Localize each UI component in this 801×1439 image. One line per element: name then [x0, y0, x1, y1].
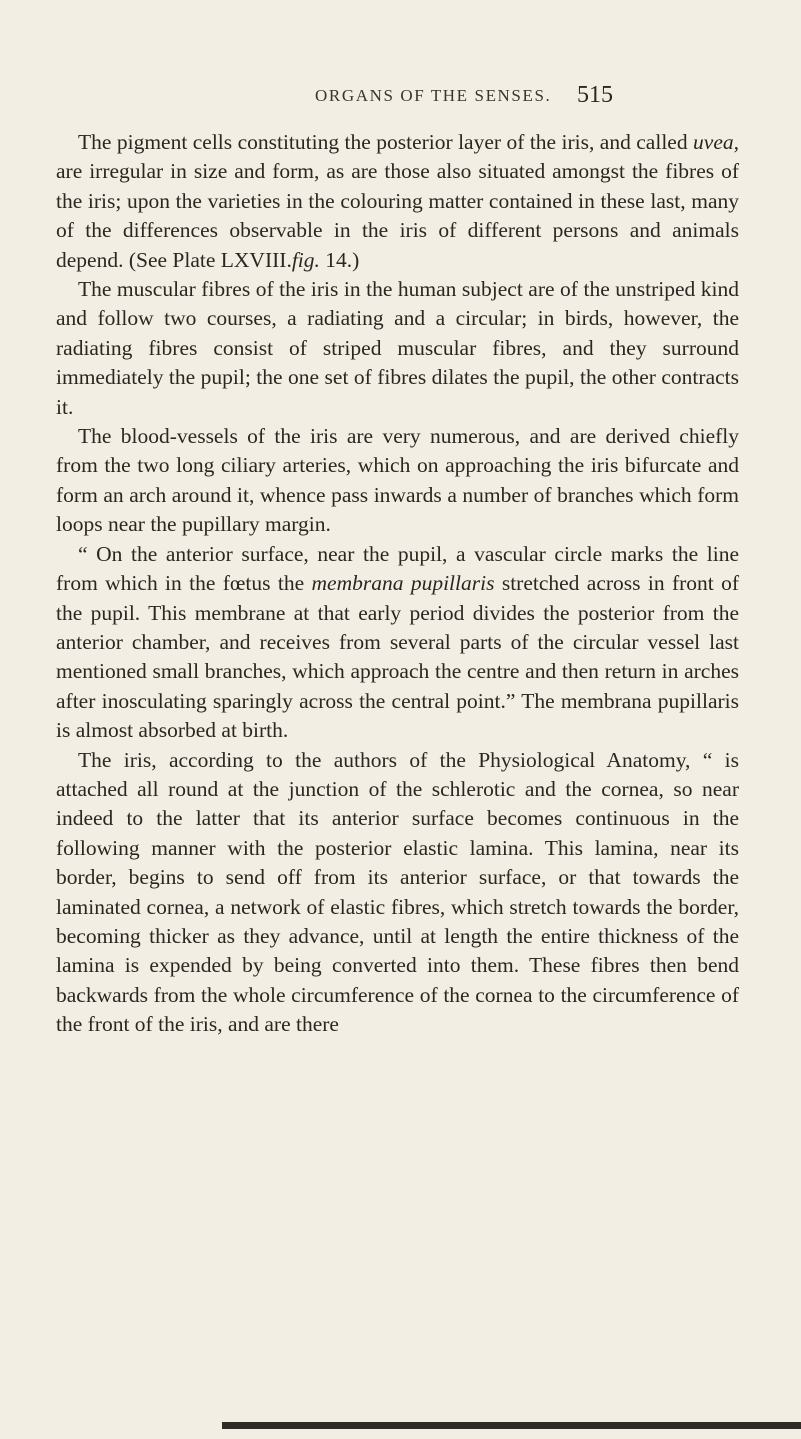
- paragraph-membrana-pupillaris: [56, 540, 739, 746]
- paragraph-pigment-cells: [56, 128, 739, 275]
- paragraph-text: 14.): [319, 247, 360, 272]
- paragraph-text: The pigment cells constituting the posterior layer of the iris, and called: [78, 130, 694, 154]
- body-text: [56, 128, 739, 1040]
- paragraph-blood-vessels: The blood-vessels of the iris are very numerous, and are derived chiefly from the two long ciliary arteries, which on approaching the iris bifurcate and form an arch around it, whence pass inwards a number of branches which form loops near the pupillary margin.: [56, 424, 739, 537]
- paragraph-text: are irregular in size and form, as are those also situated amongst the fibres of the iris; upon the varieties in the colouring matter contained in these last, many of the differences observable in the iris of different persons and animals depend. (See Plate LXVIII.: [56, 159, 739, 272]
- paragraph-muscular-fibres: The muscular fibres of the iris in the human subject are of the unstriped kind and follow two courses, a radiating and a circular; in birds, however, the radiating fibres consist of striped muscular fibres, and they surround immediately the pupil; the one set of fibres dilates the pupil, the other contracts it.: [56, 277, 739, 419]
- page-number: 515: [577, 82, 613, 108]
- bottom-rule: [222, 1422, 801, 1429]
- italic-fig: fig.: [291, 247, 320, 272]
- paragraph-text: stretched across in front of the pupil. This membrane at that early period divides the posterior from the anterior chamber, and receives from several parts of the circular vessel last mentioned small branches, which approach the centre and then return in arches after inosculating sparingly across the central point.” The membrana pupillaris is almost absorbed at birth.: [56, 571, 740, 743]
- running-head: ORGANS OF THE SENSES.: [315, 86, 552, 105]
- paragraph-iris-attachment: The iris, according to the authors of the Physiological Anatomy, “ is attached all round at the junction of the schlerotic and the cornea, so near indeed to the latter that its anterior surface becomes continuous in the following manner with the posterior elastic lamina. This lamina, near its border, begins to send off from its anterior surface, or that towards the laminated cornea, a network of elastic fibres, which stretch towards the border, becoming thicker as they advance, until at length the entire thickness of the lamina is expended by being converted into them. These fibres then bend backwards from the whole circumference of the cornea to the circumference of the front of the iris, and are there: [56, 747, 739, 1037]
- italic-term-membrana-pupillaris: membrana pupillaris: [311, 571, 495, 596]
- paragraph-text: “ On the anterior surface, near the pupil, a vascular circle marks the line from which in the fœtus the: [56, 541, 739, 596]
- italic-term-uvea: uvea,: [693, 130, 739, 154]
